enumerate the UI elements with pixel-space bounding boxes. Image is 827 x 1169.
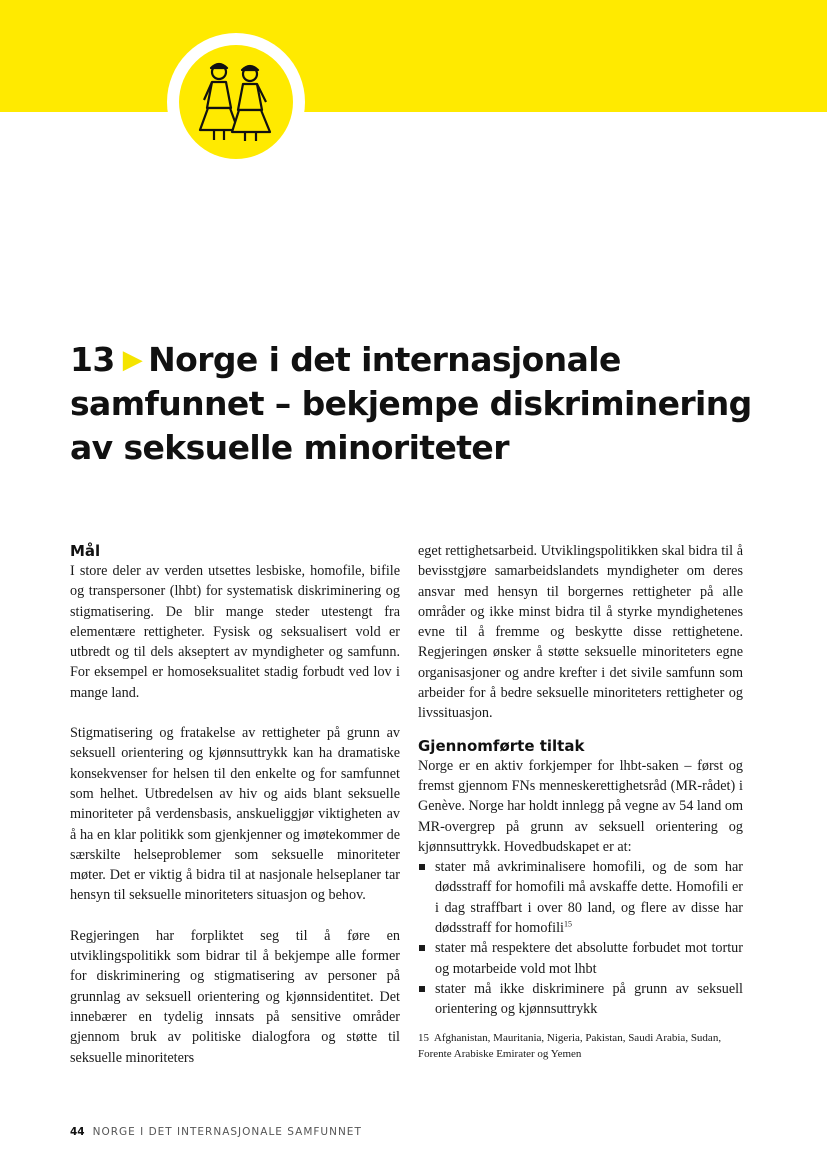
footnote bbox=[418, 1030, 743, 1062]
right-column bbox=[418, 541, 743, 1062]
page-footer bbox=[70, 1126, 362, 1138]
list-item: stater må avkriminalisere homofili, og de som har dødsstraff for homofili må avskaffe dette. Homofili er i dag straffbart i over 80 land, og flere av disse har dødsstraff for homofili$^{15}$ bbox=[418, 857, 743, 938]
paragraph: Regjeringen har forpliktet seg til å føre en utviklingspolitikk som bidrar til å bekjempe alle former for diskriminering og stigmatisering av personer på grunnlag av seksuell orientering og kjønnsidentitet. Det innebærer en tydelig innsats på sensitive områder gjennom bruk av politiske dialogfora og støtte til seksuelle minoriteters bbox=[70, 927, 400, 1066]
left-column bbox=[70, 541, 400, 1068]
chapter-title-text: Norge i det internasjonale samfunnet – bekjempe diskriminering av seksuelle minoriteter bbox=[70, 340, 752, 467]
running-title: NORGE I DET INTERNASJONALE SAMFUNNET bbox=[92, 1126, 362, 1138]
list-item: stater må respektere det absolutte forbudet mot tortur og motarbeide vold mot lhbt bbox=[418, 938, 743, 979]
footnote-ref[interactable]: 15 bbox=[563, 919, 572, 929]
measures-list bbox=[418, 857, 743, 1019]
paragraph-continuation: eget rettighetsarbeid. Utviklingspolitikken skal bidra til å bevisstgjøre samarbeidslandets myndigheter om deres ansvar med hensyn til borgernes rettigheter på alle områder og ikke minst bidra til å styrke myndighetenes evne til å fremme og beskytte disse rettighetene. Regjeringen ønsker å støtte seksuelle minoriteters egne organisasjoner og andre krefter i det sivile samfunn som arbeider for å bedre seksuelle minoriteters rettigheter og livssituasjon. bbox=[418, 543, 743, 722]
section-heading-goal: Mål bbox=[70, 542, 101, 560]
list-item: stater må ikke diskriminere på grunn av seksuell orientering og kjønnsuttrykk bbox=[418, 979, 743, 1020]
paragraph: I store deler av verden utsettes lesbiske, homofile, bifile og transpersoner (lhbt) for systematisk diskriminering og stigmatisering. De blir mange steder utestengt fra elementære rettigheter. Fysisk og seksualisert vold er utbredt og til dels akseptert av myndigheter og samfunn. For eksempel er homoseksualitet stadig forbudt ved lov i mange land. bbox=[70, 563, 400, 701]
page-number: 44 bbox=[70, 1126, 85, 1138]
footnote-text: Afghanistan, Mauritania, Nigeria, Pakistan, Saudi Arabia, Sudan, Forente Arabiske Emirater og Yemen bbox=[418, 1031, 722, 1060]
footnote-number: 15 bbox=[418, 1031, 429, 1044]
measures-intro: Norge er en aktiv forkjemper for lhbt-saken – først og fremst gjennom FNs menneskerettighetsråd (MR-rådet) i Genève. Norge har holdt innlegg på vegne av 54 land om MR-overgrep på grunn av seksuell orientering og kjønnsuttrykk. Hovedbudskapet er at: bbox=[418, 757, 743, 855]
triangle-right-icon: ▶ bbox=[122, 345, 143, 375]
chapter-title bbox=[70, 338, 770, 470]
section-heading-measures: Gjennomførte tiltak bbox=[418, 736, 585, 755]
paragraph: Stigmatisering og fratakelse av rettigheter på grunn av seksuell orientering og kjønnsuttrykk kan ha dramatiske konsekvenser for helsen til den enkelte og for samfunnet som helhet. Utbredelsen av hiv og aids blant seksuelle minoriteter på verdensbasis, anskueliggjør viktigheten av å ha en klar politikk som gjenkjenner og imøtekommer de særskilte helseproblemer som seksuelle minoriteter møter. Det er viktig å bidra til at nasjonale helseplaner tar hensyn til seksuelle minoriteters situasjon og behov. bbox=[70, 725, 400, 904]
two-women-figures-icon bbox=[198, 60, 274, 142]
chapter-number: 13 bbox=[70, 340, 115, 379]
top-color-band bbox=[0, 0, 827, 112]
